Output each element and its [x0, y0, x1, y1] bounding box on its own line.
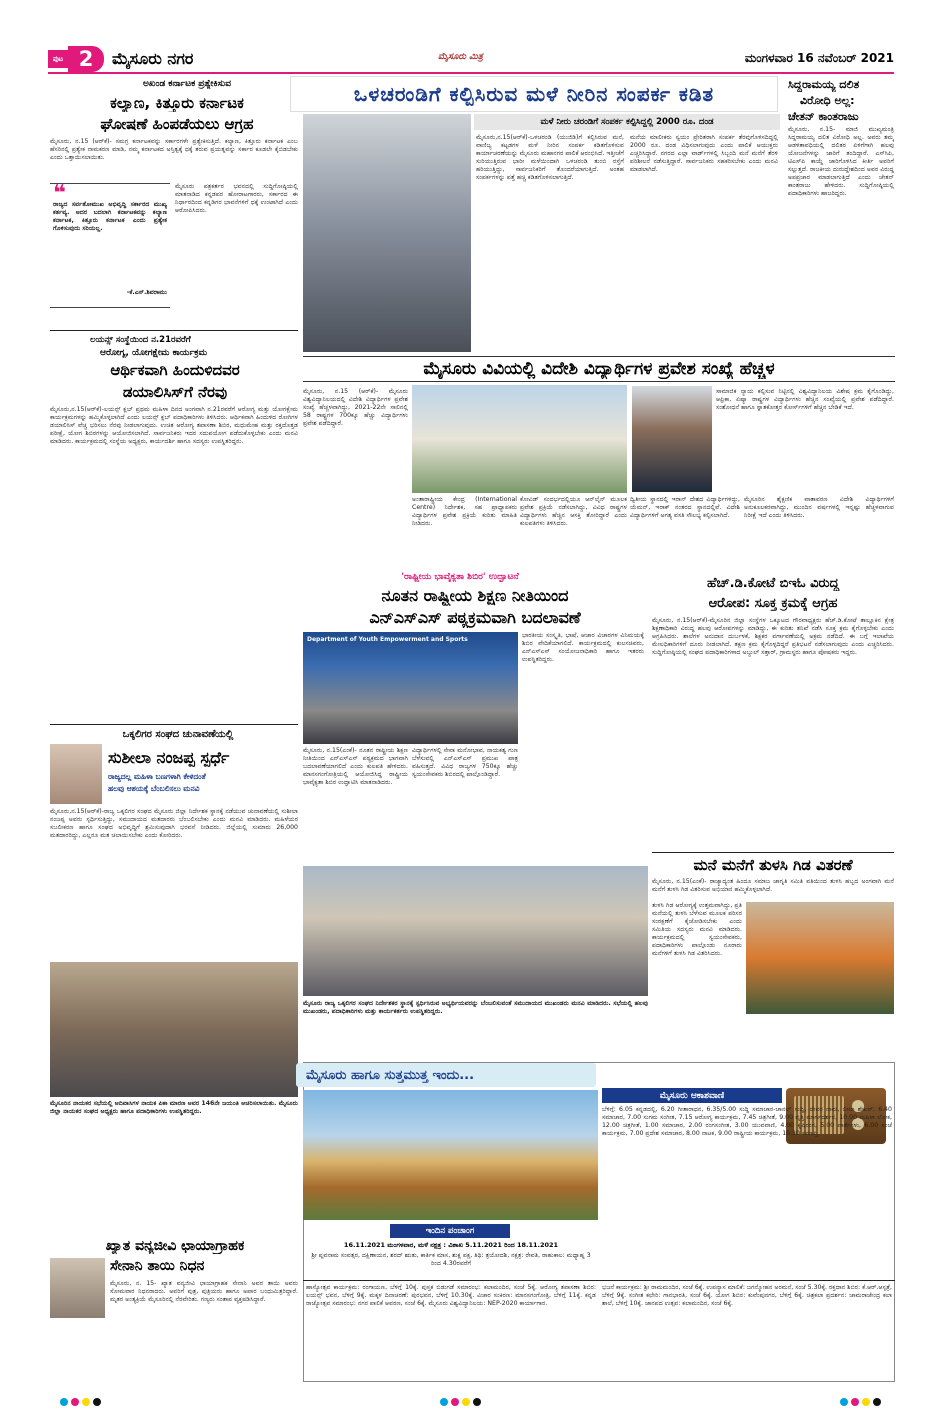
okkaliga-kicker: ಒಕ್ಕಲಿಗರ ಸಂಘದ ಚುನಾವಣೆಯಲ್ಲಿ — [122, 729, 234, 740]
tulasi-headline: ಮನೆ ಮನೆಗೆ ತುಳಸಿ ಗಿಡ ವಿತರಣೆ — [693, 856, 853, 874]
foreign-caption: ಅಂತಾರಾಷ್ಟ್ರೀಯ ಕೇಂದ್ರ (International Centre) ನಿರ್ದೇಶಕ, ಸಹ ಪ್ರಾಧ್ಯಾಪಕರು ವಿದ್ಯಾರ್ಥಿಗಳ ಪ್ರವೇಶ ಪ್ರಕ್ರಿಯೆ ಕುರಿತು ಮಾಹಿತಿ ನೀಡಿದರು. — [412, 496, 517, 527]
story1-headline-2: ಘೋಷಣೆ ಹಿಂಪಡೆಯಲು ಆಗ್ರಹ — [100, 115, 254, 133]
lions-kicker-1: ಲಯನ್ಸ್ ಸಂಸ್ಥೆಯಿಂದ ನ.21ರವರೆಗೆ — [90, 335, 191, 345]
water-photo — [303, 114, 471, 352]
foreign-side-body: ಸಾಮಾಜಿಕ ನ್ಯಾಯ ಕಲ್ಪಿಸುವ ನಿಟ್ಟಿನಲ್ಲಿ ವಿಶ್ವವಿದ್ಯಾನಿಲಯ ವಿಶೇಷ ಕ್ರಮ ಕೈಗೊಂಡಿದ್ದು, ಆಫ್ರಿಕಾ, ಏಷ್ಯಾ ರಾಷ್ಟ್ರಗಳ ವಿದ್ಯಾರ್ಥಿಗಳು ಹೆಚ್ಚಿನ ಸಂಖ್ಯೆಯಲ್ಲಿ ಪ್ರವೇಶ ಪಡೆದಿದ್ದಾರೆ. ಸಂಶೋಧನೆ ಹಾಗೂ ಸ್ನಾತಕೋತ್ತರ ಕೋರ್ಸ್‌ಗಳಿಗೆ ಹೆಚ್ಚಿನ ಬೇಡಿಕೆ ಇದೆ. — [716, 388, 894, 411]
events-left: ಹಾಸ್ಯೋತ್ಸವ ಕಾರ್ಯಕ್ರಮ: ರಂಗಾಯಣ, ಬೆಳಿಗ್ಗೆ 10ಕ್ಕೆ. ಪುಸ್ತಕ ಬಿಡುಗಡೆ ಸಮಾರಂಭ: ಕಲಾಮಂದಿರ, ಸಂಜೆ 5ಕ್ಕೆ. ಆರೋಗ್ಯ ತಪಾಸಣಾ ಶಿಬಿರ: ಲಯನ್ಸ್ ಭವನ, ಬೆಳಿಗ್ಗೆ 9ಕ್ಕೆ. ಮಕ್ಕಳ ದಿನಾಚರಣೆ: ಪುರಭವನ, ಬೆಳಿಗ್ಗೆ 10.30ಕ್ಕೆ. ವಿಚಾರ ಸಂಕಿರಣ: ಮಾನಸಗಂಗೋತ್ರಿ, ಬೆಳಿಗ್ಗೆ 11ಕ್ಕೆ. ಕನ್ನಡ ರಾಜ್ಯೋತ್ಸವ ಸಮಾರಂಭ: ನಗರ ಪಾಲಿಕೆ ಆವರಣ, ಸಂಜೆ 6ಕ್ಕೆ. ಮೈಸೂರು ವಿಶ್ವವಿದ್ಯಾನಿಲಯ: NEP-2020 ಕಾರ್ಯಾಗಾರ. — [306, 1284, 596, 1307]
story1-body: ಮೈಸೂರು, ನ.15 (ಆರ್‌ಕೆ)- ಸಮಗ್ರ ಕರ್ನಾಟಕವನ್ನು ಸರ್ಕಾರಗಳೇ ಪ್ರತ್ಯೇಕಿಸುತ್ತಿದೆ. ಕಲ್ಯಾಣ, ಕಿತ್ತೂರು ಕರ್ನಾಟಕ ಎಂಬ ಹೆಸರಿನಲ್ಲಿ ಪ್ರತ್ಯೇಕ ನಾಮಕರಣ ಮಾಡಿ, ನಮ್ಮ ಕರ್ನಾಟಕದ ಅಸ್ತಿತ್ವಕ್ಕೆ ಧಕ್ಕೆ ತರುವ ಪ್ರಯತ್ನವನ್ನು ಸರ್ಕಾರ ಕೂಡಲೇ ಕೈಬಿಡಬೇಕು ಎಂದು ಒತ್ತಾಯಿಸಲಾಯಿತು. — [50, 138, 298, 161]
obit-body: ಮೈಸೂರು, ನ. 15- ಖ್ಯಾತ ವನ್ಯಜೀವಿ ಛಾಯಾಗ್ರಾಹಕ ಸೇನಾನಿ ಅವರ ತಾಯಿ ಅವರು ಸೋಮವಾರ ನಿಧನರಾದರು. ಅವರಿಗೆ ಪುತ್ರ, ಪುತ್ರಿಯರು ಹಾಗೂ ಅಪಾರ ಬಂಧುಮಿತ್ರರಿದ್ದಾರೆ. ಮೃತರ ಅಂತ್ಯಕ್ರಿಯೆ ಮೈಸೂರಿನಲ್ಲಿ ನೆರವೇರಿತು. ಗಣ್ಯರು ಸಂತಾಪ ವ್ಯಕ್ತಪಡಿಸಿದ್ದಾರೆ. — [110, 1280, 298, 1303]
university-photo — [412, 385, 627, 493]
story1-body-2: ಮೈಸೂರು ಪತ್ರಕರ್ತರ ಭವನದಲ್ಲಿ ಸುದ್ದಿಗೋಷ್ಠಿಯಲ್ಲಿ ಮಾತನಾಡಿದ ಕನ್ನಡಪರ ಹೋರಾಟಗಾರರು, ಸರ್ಕಾರದ ಈ ನಿರ್ಧಾರದಿಂದ ಕನ್ನಡಿಗರ ಭಾವನೆಗಳಿಗೆ ಧಕ್ಕೆ ಉಂಟಾಗಿದೆ ಎಂದು ಆರೋಪಿಸಿದರು. — [175, 183, 298, 214]
nep-banner-text: Department of Youth Empowerment and Sports — [307, 636, 468, 643]
okkaliga-headline: ಸುಶೀಲಾ ನಂಜಪ್ಪ ಸ್ಪರ್ಧೆ — [108, 748, 230, 767]
hdkote-headline-2: ಆರೋಪ: ಸೂಕ್ತ ಕ್ರಮಕ್ಕೆ ಆಗ್ರಹ — [708, 596, 838, 611]
photo-caption-2: ಮೈಸೂರು ರಾಜ್ಯ ಒಕ್ಕಲಿಗರ ಸಂಘದ ನಿರ್ದೇಶಕರ ಸ್ಥಾನಕ್ಕೆ ಸ್ಪರ್ಧಿಸಿರುವ ಅಭ್ಯರ್ಥಿಯವರನ್ನು ಬೆಂಬಲಿಸುವಂತೆ ಸಮುದಾಯದ ಮುಖಂಡರು ಮನವಿ ಮಾಡಿದರು. ಸಭೆಯಲ್ಲಿ ಹಲವು ಮುಖಂಡರು, ಪದಾಧಿಕಾರಿಗಳು ಮತ್ತು ಕಾರ್ಯಕರ್ತರು ಉಪಸ್ಥಿತರಿದ್ದರು. — [303, 1000, 648, 1015]
okkaliga-subhead-2: ಹಲವು ಆಶಯಕ್ಕೆ ಬೆಂಬಲಿಸಲು ಮನವಿ — [108, 784, 200, 793]
today-title-bar — [296, 1063, 596, 1087]
nep-headline-1: ನೂತನ ರಾಷ್ಟ್ರೀಯ ಶಿಕ್ಷಣ ನೀತಿಯಿಂದ — [381, 586, 569, 605]
quote-box — [50, 183, 170, 308]
akashvani-title: ಮೈಸೂರು ಆಕಾಶವಾಣಿ — [659, 1090, 725, 1101]
lions-headline-2: ಡಯಾಲಿಸಿಸ್‌ಗೆ ನೆರವು — [122, 383, 228, 401]
water-subhead-box — [474, 114, 780, 130]
siddaramaiah-body: ಮೈಸೂರು, ನ.15- ಮಾಜಿ ಮುಖ್ಯಮಂತ್ರಿ ಸಿದ್ದರಾಮಯ್ಯ ದಲಿತ ವಿರೋಧಿ ಅಲ್ಲ. ಅವರು ತಮ್ಮ ಆಡಳಿತಾವಧಿಯಲ್ಲಿ ದಲಿತರ ಏಳಿಗೆಗಾಗಿ ಹಲವು ಯೋಜನೆಗಳನ್ನು ಜಾರಿಗೆ ತಂದಿದ್ದಾರೆ. ಎಸ್‌ಸಿಪಿ, ಟಿಎಸ್‌ಪಿ ಕಾಯ್ದೆ ಜಾರಿಗೊಳಿಸಿದ ಕೀರ್ತಿ ಅವರಿಗೆ ಸಲ್ಲುತ್ತದೆ. ರಾಜಕೀಯ ದುರುದ್ದೇಶದಿಂದ ಅವರ ವಿರುದ್ಧ ಅಪಪ್ರಚಾರ ಮಾಡಲಾಗುತ್ತಿದೆ ಎಂದು ಚೇತನ್ ಕಾಂತರಾಜು ಹೇಳಿದರು. ಸುದ್ದಿಗೋಷ್ಠಿಯಲ್ಲಿ ಪದಾಧಿಕಾರಿಗಳು ಹಾಜರಿದ್ದರು. — [788, 126, 894, 197]
foreign-tail-2: ಮೈಸೂರಿನ ಶೈಕ್ಷಣಿಕ ವಾತಾವರಣ ವಿದೇಶಿ ವಿದ್ಯಾರ್ಥಿಗಳಿಗೆ ಅನುಕೂಲಕರವಾಗಿದ್ದು, ಮುಂದಿನ ವರ್ಷಗಳಲ್ಲಿ ಇನ್ನಷ್ಟು ಹೆಚ್ಚಳವಾಗುವ ನಿರೀಕ್ಷೆ ಇದೆ ಎಂದು ತಿಳಿಸಿದರು. — [744, 496, 894, 519]
tulasi-body-1: ಮೈಸೂರು, ನ.15(ಎಂಕೆ)- ರಾಜ್ಯಾದ್ಯಂತ ಹಿಂದೂ ಸಮಾಜ ಜಾಗೃತಿ ಸಮಿತಿ ವತಿಯಿಂದ ತುಳಸಿ ಹಬ್ಬದ ಅಂಗವಾಗಿ ಮನೆ ಮನೆಗೆ ತುಳಸಿ ಗಿಡ ವಿತರಿಸುವ ಅಭಿಯಾನ ಹಮ್ಮಿಕೊಳ್ಳಲಾಗಿದೆ. — [652, 878, 894, 893]
registration-marks-center — [440, 1398, 481, 1406]
photo-caption-1: ಮೈಸೂರಿನ ನಾಯಕರ ಸಭೆಯಲ್ಲಿ ಆದಿವಾಸಿಗಳ ನಾಯಕ ಪಿಕಾ ಮಾರಣ ಅವರ 146ನೇ ಜಯಂತಿ ಆಚರಿಸಲಾಯಿತು. ಮೈಸೂರು ಜಿಲ್ಲಾ ನಾಯಕರ ಸಂಘದ ಅಧ್ಯಕ್ಷರು ಹಾಗೂ ಪದಾಧಿಕಾರಿಗಳು ಉಪಸ್ಥಿತರಿದ್ದರು. — [50, 1100, 298, 1115]
palace-photo — [303, 1090, 598, 1220]
lions-headline-1: ಆರ್ಥಿಕವಾಗಿ ಹಿಂದುಳಿದವರ — [110, 361, 240, 379]
hdkote-headline-1: ಹೆಚ್.ಡಿ.ಕೋಟೆ ಬಿಇಓ ವಿರುದ್ಧ — [707, 576, 839, 591]
nep-body-3: ಭಾರತೀಯ ಸಂಸ್ಕೃತಿ, ಭಾಷೆ, ಆಚಾರ ವಿಚಾರಗಳ ವಿನಿಮಯಕ್ಕೆ ಶಿಬಿರ ವೇದಿಕೆಯಾಗಲಿದೆ. ಕಾರ್ಯಕ್ರಮದಲ್ಲಿ ಕುಲಸಚಿವರು, ಎನ್‌ಎಸ್‌ಎಸ್ ಸಂಯೋಜನಾಧಿಕಾರಿ ಹಾಗೂ ಇತರರು ಉಪಸ್ಥಿತರಿದ್ದರು. — [522, 632, 644, 663]
divider-1 — [50, 330, 298, 331]
portrait-photo — [50, 744, 102, 804]
nep-kicker: 'ರಾಷ್ಟ್ರೀಯ ಭಾವೈಕ್ಯತಾ ಶಿಬಿರ' ಉದ್ಘಾಟನೆ — [401, 572, 519, 582]
lions-kicker-2: ಆರೋಗ್ಯ, ಯೋಗಕ್ಷೇಮ ಕಾರ್ಯಕ್ರಮ — [100, 348, 208, 358]
quote-mark-icon: ❝ — [53, 181, 66, 206]
nep-body-2: ವಿದ್ಯಾರ್ಥಿಗಳಲ್ಲಿ ಸೇವಾ ಮನೋಭಾವ, ನಾಯಕತ್ವ ಗುಣ ಬೆಳೆಸುವಲ್ಲಿ ಎನ್‌ಎಸ್‌ಎಸ್ ಪ್ರಮುಖ ಪಾತ್ರ ವಹಿಸುತ್ತದೆ. ವಿವಿಧ ರಾಜ್ಯಗಳ 750ಕ್ಕೂ ಹೆಚ್ಚು ಸ್ವಯಂಸೇವಕರು ಶಿಬಿರದಲ್ಲಿ ಪಾಲ್ಗೊಂಡಿದ್ದಾರೆ. — [412, 747, 518, 778]
header-rule — [48, 72, 894, 74]
registration-marks-right — [840, 1398, 881, 1406]
foreign-headline-box — [303, 356, 895, 382]
siddaramaiah-headline-1: ಸಿದ್ದರಾಮಯ್ಯ ದಲಿತ — [788, 78, 860, 91]
obit-headline-2: ಸೇನಾನಿ ತಾಯಿ ನಿಧನ — [110, 1258, 205, 1274]
panchanga-title-bar — [390, 1224, 510, 1238]
hdkote-body: ಮೈಸೂರು, ನ.15(ಆರ್‌ಕೆ)-ಮೈಸೂರಿನ ಜಿಲ್ಲಾ ಸಂಸ್ಥೆಗಳ ಒಕ್ಕೂಟದ ಗೌರವಾಧ್ಯಕ್ಷರು ಹೆಚ್.ಡಿ.ಕೋಟೆ ತಾಲ್ಲೂಕಿನ ಕ್ಷೇತ್ರ ಶಿಕ್ಷಣಾಧಿಕಾರಿ ವಿರುದ್ಧ ಹಲವು ಆರೋಪಗಳನ್ನು ಮಾಡಿದ್ದು, ಈ ಕುರಿತು ತನಿಖೆ ನಡೆಸಿ ಸೂಕ್ತ ಕ್ರಮ ಕೈಗೊಳ್ಳಬೇಕು ಎಂದು ಆಗ್ರಹಿಸಿದರು. ಶಾಲೆಗಳ ಅನುದಾನ ದುರ್ಬಳಕೆ, ಶಿಕ್ಷಕರ ವರ್ಗಾವಣೆಯಲ್ಲಿ ಅಕ್ರಮ ನಡೆದಿದೆ. ಈ ಬಗ್ಗೆ ಇಲಾಖೆಯ ಮೇಲಧಿಕಾರಿಗಳಿಗೆ ದೂರು ನೀಡಲಾಗಿದೆ. ತಕ್ಷಣ ಕ್ರಮ ಕೈಗೊಳ್ಳದಿದ್ದರೆ ಪ್ರತಿಭಟನೆ ನಡೆಸಲಾಗುವುದು ಎಂದು ಎಚ್ಚರಿಸಿದರು. ಸುದ್ದಿಗೋಷ್ಠಿಯಲ್ಲಿ ಸಂಘದ ಪದಾಧಿಕಾರಿಗಳಾದ ಅಬ್ದುಲ್ ಸತ್ತಾರ್, ಗ್ರಾಮಸ್ಥರು ಹಾಗೂ ಪೋಷಕರು ಇದ್ದರು. — [652, 617, 894, 656]
okkaliga-body: ಮೈಸೂರು,ನ.15(ಆರ್‌ಕೆ)-ರಾಜ್ಯ ಒಕ್ಕಲಿಗರ ಸಂಘದ ಮೈಸೂರು ಜಿಲ್ಲಾ ನಿರ್ದೇಶಕ ಸ್ಥಾನಕ್ಕೆ ನಡೆಯುವ ಚುನಾವಣೆಯಲ್ಲಿ ಸುಶೀಲಾ ನಂಜಪ್ಪ ಅವರು ಸ್ಪರ್ಧಿಸುತ್ತಿದ್ದು, ಸಮುದಾಯದ ಮತದಾರರು ಬೆಂಬಲಿಸಬೇಕು ಎಂದು ಮನವಿ ಮಾಡಿದರು. ಮಹಿಳೆಯರ ಸಬಲೀಕರಣ ಹಾಗೂ ಸಂಘದ ಅಭಿವೃದ್ಧಿಗೆ ಶ್ರಮಿಸುವುದಾಗಿ ಭರವಸೆ ನೀಡಿದರು. ಜಿಲ್ಲೆಯಲ್ಲಿ ಸುಮಾರು 26,000 ಮತದಾರರಿದ್ದು, ಎಲ್ಲರೂ ಮತ ಚಲಾಯಿಸಬೇಕು ಎಂದು ಕೋರಿದರು. — [50, 808, 298, 839]
story1-headline-1: ಕಲ್ಯಾಣ, ಕಿತ್ತೂರು ಕರ್ನಾಟಕ — [110, 94, 244, 112]
siddaramaiah-headline-3: ಚೇತನ್ ಕಾಂತರಾಜು — [788, 110, 859, 123]
water-subhead: ಮಳೆ ನೀರು ಚರಂಡಿಗೆ ಸಂಪರ್ಕ ಕಲ್ಪಿಸಿದ್ದಲ್ಲಿ 2000 ರೂ. ದಂಡ — [540, 117, 714, 127]
siddaramaiah-headline-2: ವಿರೋಧಿ ಅಲ್ಲ: — [800, 94, 855, 107]
okkaliga-subhead-1: ರಾಜ್ಯದಲ್ಲ ಮಹಿಳಾ ಬಣಗಳಾಗಿ ಕೇಳಿದಂತೆ — [108, 772, 206, 781]
obit-headline-1: ಖ್ಯಾತ ವನ್ಯಜೀವಿ ಛಾಯಾಗ್ರಾಹಕ — [105, 1238, 245, 1254]
water-body-2: ಮನೆಯ ಮಾಲೀಕರು ಸ್ವಯಂ ಪ್ರೇರಿತರಾಗಿ ಸಂಪರ್ಕ ತೆರವುಗೊಳಿಸದಿದ್ದಲ್ಲಿ 2000 ರೂ. ದಂಡ ವಿಧಿಸಲಾಗುವುದು ಎಂದು ಪಾಲಿಕೆ ಆಯುಕ್ತರು ಎಚ್ಚರಿಸಿದ್ದಾರೆ. ನಗರದ ಎಲ್ಲಾ ವಾರ್ಡ್‌ಗಳಲ್ಲಿ ಸಿಬ್ಬಂದಿ ಮನೆ ಮನೆಗೆ ತೆರಳಿ ಪರಿಶೀಲನೆ ನಡೆಸುತ್ತಿದ್ದಾರೆ. ಸಾರ್ವಜನಿಕರು ಸಹಕರಿಸಬೇಕು ಎಂದು ಮನವಿ ಮಾಡಲಾಗಿದೆ. — [630, 134, 778, 173]
akashvani-body: ಬೆಳಿಗ್ಗೆ: 6.05 ಕನ್ನಡದಲ್ಲಿ, 6.20 ಗೀತಾರಾಧನ, 6.35/5.00 ಸುದ್ದಿ ಸಮಾಚಾರ-ಚಾನಲ್ ಸುದ್ದಿ, ದೇವರ ನಾಮ, ಲೀಲಾ ಶೇಖರ್; 6.40 ಸಮಾಚಾರ, 7.00 ಸುಗಮ ಸಂಗೀತ, 7.15 ಆರೋಗ್ಯ ಕಾರ್ಯಕ್ರಮ, 7.45 ಚಿತ್ರಗೀತೆ, 9.00 ವೃತ್ತಿ ಮಾರ್ಗದರ್ಶನ, 10.00 ಮಹಿಳಾ ಲೋಕ, 12.00 ಚಿತ್ರಗೀತೆ, 1.00 ಸಮಾಚಾರ, 2.00 ರಂಗಸಂಗೀತ, 3.00 ಯುವವಾಣಿ, 4.00 ಕೃಷಿರಂಗ, 5.00 ವಾರ್ತೆಗಳು, 6.00 ಸಂಜೆ ಕಾರ್ಯಕ್ರಮ, 7.00 ಪ್ರದೇಶ ಸಮಾಚಾರ, 8.00 ನಾಟಕ, 9.00 ರಾಷ್ಟ್ರೀಯ ಕಾರ್ಯಕ್ರಮ, 10.30 ಸಮಾಪ್ತಿ. — [602, 1106, 892, 1137]
nep-photo — [303, 632, 518, 744]
water-headline-box — [290, 76, 778, 112]
quote-author: -ಕೆ.ಎಸ್.ಶಿವರಾಮು — [126, 289, 167, 296]
section-title: ಮೈಸೂರು ನಗರ — [112, 49, 194, 68]
lions-body: ಮೈಸೂರು,ನ.15(ಆರ್‌ಕೆ)-ಲಯನ್ಸ್ ಕ್ಲಬ್ ಪ್ರಥಮ ಮಹಿಳಾ ದಿನದ ಅಂಗವಾಗಿ ನ.21ರವರೆಗೆ ಆರೋಗ್ಯ ಮತ್ತು ಯೋಗಕ್ಷೇಮ ಕಾರ್ಯಕ್ರಮಗಳನ್ನು ಹಮ್ಮಿಕೊಳ್ಳಲಾಗಿದೆ ಎಂದು ಲಯನ್ಸ್ ಕ್ಲಬ್ ಪದಾಧಿಕಾರಿಗಳು ತಿಳಿಸಿದರು. ಆರ್ಥಿಕವಾಗಿ ಹಿಂದುಳಿದ ರೋಗಿಗಳ ಡಯಾಲಿಸಿಸ್ ವೆಚ್ಚ ಭರಿಸಲು ನೆರವು ನೀಡಲಾಗುವುದು. ಉಚಿತ ಆರೋಗ್ಯ ತಪಾಸಣಾ ಶಿಬಿರ, ಮಧುಮೇಹ ಮತ್ತು ರಕ್ತದೊತ್ತಡ ಪರೀಕ್ಷೆ, ಯೋಗ ಶಿಬಿರಗಳನ್ನು ಆಯೋಜಿಸಲಾಗಿದೆ. ಸಾರ್ವಜನಿಕರು ಇದರ ಸದುಪಯೋಗ ಪಡೆದುಕೊಳ್ಳಬೇಕು ಎಂದು ಮನವಿ ಮಾಡಿದರು. ಕಾರ್ಯಕ್ರಮದಲ್ಲಿ ಸಂಸ್ಥೆಯ ಅಧ್ಯಕ್ಷರು, ಕಾರ್ಯದರ್ಶಿ ಹಾಗೂ ಸದಸ್ಯರು ಉಪಸ್ಥಿತರಿದ್ದರು. — [50, 406, 298, 445]
page-date: ಮಂಗಳವಾರ 16 ನವೆಂಬರ್ 2021 — [744, 51, 894, 65]
divider-2 — [50, 724, 298, 725]
registration-marks-left — [60, 1398, 101, 1406]
group-photo-1 — [50, 962, 298, 1097]
obit-photo — [50, 1258, 105, 1318]
foreign-body-1: ಮೈಸೂರು, ನ.15 (ಆರ್‌ಕೆ)- ಮೈಸೂರು ವಿಶ್ವವಿದ್ಯಾನಿಲಯದಲ್ಲಿ ವಿದೇಶಿ ವಿದ್ಯಾರ್ಥಿಗಳ ಪ್ರವೇಶ ಸಂಖ್ಯೆ ಹೆಚ್ಚಳವಾಗಿದ್ದು, 2021-22ನೇ ಸಾಲಿನಲ್ಲಿ 58 ರಾಷ್ಟ್ರಗಳ 700ಕ್ಕೂ ಹೆಚ್ಚು ವಿದ್ಯಾರ್ಥಿಗಳು ಪ್ರವೇಶ ಪಡೆದಿದ್ದಾರೆ. — [303, 388, 408, 427]
group-photo-2 — [303, 866, 648, 996]
panchanga-date: 16.11.2021 ಮಂಗಳವಾರ, ಮಳೆ ನಕ್ಷತ್ರ : ವಿಶಾಖ 5.11.2021 ರಿಂದ 18.11.2021 — [343, 1241, 559, 1249]
page-number: 2 — [68, 46, 104, 72]
water-body-1: ಮೈಸೂರು,ನ.15(ಆರ್‌ಕೆ)-ಒಳಚರಂಡಿ (ಯುಜಿಡಿ)ಗೆ ಕಲ್ಪಿಸಿರುವ ಮನೆ, ವಾಣಿಜ್ಯ ಕಟ್ಟಡಗಳ ಮಳೆ ನೀರಿನ ಸಂಪರ್ಕ ಕಡಿತಗೊಳಿಸುವ ಕಾರ್ಯಾಚರಣೆಯನ್ನು ಮೈಸೂರು ಮಹಾನಗರ ಪಾಲಿಕೆ ಆರಂಭಿಸಿದೆ. ಇತ್ತೀಚೆಗೆ ಸುರಿಯುತ್ತಿರುವ ಭಾರೀ ಮಳೆಯಿಂದಾಗಿ ಒಳಚರಂಡಿ ತುಂಬಿ ರಸ್ತೆಗೆ ಹರಿಯುತ್ತಿದ್ದು, ಸಾರ್ವಜನಿಕರಿಗೆ ತೊಂದರೆಯಾಗುತ್ತಿದೆ. ಅಂತಹ ಸಂಪರ್ಕಗಳನ್ನು ಪತ್ತೆ ಹಚ್ಚಿ ಕಡಿತಗೊಳಿಸಲಾಗುತ್ತಿದೆ. — [476, 134, 624, 181]
foreign-headline: ಮೈಸೂರು ವಿವಿಯಲ್ಲಿ ವಿದೇಶಿ ವಿದ್ಯಾರ್ಥಿಗಳ ಪ್ರವೇಶ ಸಂಖ್ಯೆ ಹೆಚ್ಚಳ — [423, 359, 775, 379]
today-title: ಮೈಸೂರು ಹಾಗೂ ಸುತ್ತಮುತ್ತ ಇಂದು... — [306, 1067, 475, 1083]
page-label: ಪುಟ — [48, 50, 68, 68]
events-right: ಭಜನೆ ಕಾರ್ಯಕ್ರಮ: ಶ್ರೀ ರಾಮಮಂದಿರ, ಸಂಜೆ 6ಕ್ಕೆ. ಉಪನ್ಯಾಸ ಮಾಲಿಕೆ: ಜಗನ್ಮೋಹನ ಅರಮನೆ, ಸಂಜೆ 5.30ಕ್ಕೆ. ರಕ್ತದಾನ ಶಿಬಿರ: ಕೆ.ಆರ್.ಆಸ್ಪತ್ರೆ, ಬೆಳಿಗ್ಗೆ 9ಕ್ಕೆ. ಸಂಗೀತ ಕಛೇರಿ: ಗಾನಭಾರತಿ, ಸಂಜೆ 6ಕ್ಕೆ. ಯೋಗ ಶಿಬಿರ: ಕುವೆಂಪುನಗರ, ಬೆಳಿಗ್ಗೆ 6ಕ್ಕೆ. ಚಿತ್ರಕಲಾ ಪ್ರದರ್ಶನ: ಚಾಮರಾಜೇಂದ್ರ ಕಲಾ ಶಾಲೆ, ಬೆಳಿಗ್ಗೆ 10ಕ್ಕೆ. ಜಾನಪದ ಉತ್ಸವ: ಕಲಾಮಂದಿರ, ಸಂಜೆ 6ಕ್ಕೆ. — [602, 1284, 892, 1307]
akashvani-title-bar — [602, 1088, 782, 1103]
tulasi-body-2: ತುಳಸಿ ಗಿಡ ಆರೋಗ್ಯಕ್ಕೆ ಉತ್ತಮವಾಗಿದ್ದು, ಪ್ರತಿ ಮನೆಯಲ್ಲಿ ತುಳಸಿ ಬೆಳೆಸುವ ಮೂಲಕ ಪರಿಸರ ಸಂರಕ್ಷಣೆಗೆ ಕೈಜೋಡಿಸಬೇಕು ಎಂದು ಸಮಿತಿಯ ಸದಸ್ಯರು ಮನವಿ ಮಾಡಿದರು. ಕಾರ್ಯಕ್ರಮದಲ್ಲಿ ಸ್ವಯಂಸೇವಕರು, ಪದಾಧಿಕಾರಿಗಳು ಪಾಲ್ಗೊಂಡು ನೂರಾರು ಮನೆಗಳಿಗೆ ತುಳಸಿ ಗಿಡ ವಿತರಿಸಿದರು. — [652, 902, 742, 957]
masthead: ಮೈಸೂರು ಮಿತ್ರ — [438, 52, 483, 62]
professor-photo — [632, 386, 712, 492]
foreign-tail-1: ದ್ವಿತೀಯ ಸ್ಥಾನದಲ್ಲಿ ಇರಾನ್ ದೇಶದ ವಿದ್ಯಾರ್ಥಿಗಳಿದ್ದು, ಯೆಮನ್, ಇರಾಕ್ ನಂತರದ ಸ್ಥಾನದಲ್ಲಿವೆ. ವಿದೇಶಿ ವಿದ್ಯಾರ್ಥಿಗಳಿಗೆ ಅಗತ್ಯ ವಸತಿ ಸೌಲಭ್ಯ ಕಲ್ಪಿಸಲಾಗಿದೆ. — [630, 496, 740, 519]
nep-body-1: ಮೈಸೂರು, ನ.15(ಎಂಕೆ)- ನೂತನ ರಾಷ್ಟ್ರೀಯ ಶಿಕ್ಷಣ ನೀತಿಯಿಂದ ಎನ್‌ಎಸ್‌ಎಸ್ ಪಠ್ಯಕ್ರಮದ ಭಾಗವಾಗಿ ಬದಲಾವಣೆಯಾಗಲಿದೆ ಎಂದು ಕುಲಪತಿ ಹೇಳಿದರು. ಮಾನಸಗಂಗೋತ್ರಿಯಲ್ಲಿ ಆಯೋಜಿಸಿದ್ದ ರಾಷ್ಟ್ರೀಯ ಭಾವೈಕ್ಯತಾ ಶಿಬಿರ ಉದ್ಘಾಟಿಸಿ ಮಾತನಾಡಿದರು. — [303, 747, 408, 786]
panchanga-title: ಇಂದಿನ ಪಂಚಾಂಗ — [425, 1226, 475, 1236]
tulasi-photo — [746, 902, 894, 1014]
quote-text: ರಾಜ್ಯದ ಸರ್ವತೋಮುಖ ಅಭಿವೃದ್ಧಿ ಸರ್ಕಾರದ ಮುಖ್ಯ ಕರ್ತವ್ಯ. ಅದರ ಬದಲಾಗಿ ಕರ್ನಾಟಕವನ್ನು ಕಲ್ಯಾಣ ಕರ್ನಾಟಕ, ಕಿತ್ತೂರು ಕರ್ನಾಟಕ ಎಂದು ಪ್ರತ್ಯೇಕ ಗೊಳಿಸುವುದು ಸರಿಯಲ್ಲ. — [53, 201, 167, 232]
divider-4 — [303, 1280, 895, 1281]
panchanga-body: ಶ್ರೀ ಪ್ಲವನಾಮ ಸಂವತ್ಸರ, ದಕ್ಷಿಣಾಯನ, ಶರದ್ ಋತು, ಕಾರ್ತಿಕ ಮಾಸ, ಶುಕ್ಲ ಪಕ್ಷ, ತಿಥಿ: ತ್ರಯೋದಶಿ, ನಕ್ಷತ್ರ: ರೇವತಿ, ರಾಹುಕಾಲ: ಮಧ್ಯಾಹ್ನ 3 ರಿಂದ 4.30ರವರೆಗೆ — [311, 1252, 591, 1267]
water-headline: ಒಳಚರಂಡಿಗೆ ಕಲ್ಪಿಸಿರುವ ಮಳೆ ನೀರಿನ ಸಂಪರ್ಕ ಕಡಿತ — [353, 82, 715, 106]
divider-3 — [652, 852, 894, 853]
nep-headline-2: ಎನ್‌ಎಸ್‌ಎಸ್ ಪಠ್ಯಕ್ರಮವಾಗಿ ಬದಲಾವಣೆ — [369, 608, 581, 627]
story1-kicker: ಅಖಂಡ ಕರ್ನಾಟಕ ಪ್ರತ್ಯೇಕಿಸುವ — [142, 79, 232, 89]
foreign-body-2: ಕೋವಿಡ್ ಸಂದರ್ಭದಲ್ಲಿಯೂ ಆನ್‌ಲೈನ್ ಮೂಲಕ ಪ್ರವೇಶ ಪ್ರಕ್ರಿಯೆ ನಡೆಸಲಾಗಿದ್ದು, ವಿವಿಧ ರಾಷ್ಟ್ರಗಳ ವಿದ್ಯಾರ್ಥಿಗಳು ಹೆಚ್ಚಿನ ಆಸಕ್ತಿ ತೋರಿದ್ದಾರೆ ಎಂದು ಕುಲಪತಿಗಳು ತಿಳಿಸಿದರು. — [520, 496, 627, 527]
